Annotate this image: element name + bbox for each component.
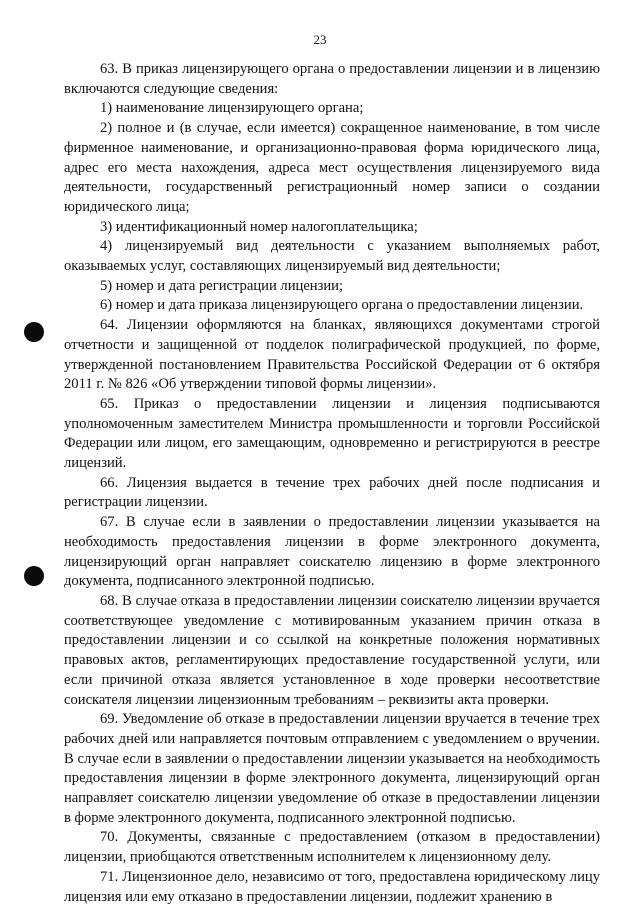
paragraph-70: 70. Документы, связанные с предоставлением (отказом в предоставлении) лицензии, приобщаются ответственным исполнителем к лицензионному делу. xyxy=(64,829,600,866)
document-body xyxy=(64,60,600,907)
list-item-6: 6) номер и дата приказа лицензирующего органа о предоставлении лицензии. xyxy=(100,297,584,314)
punch-hole-mark xyxy=(24,322,44,342)
paragraph-68: 68. В случае отказа в предоставлении лицензии соискателю лицензии вручается соответствующее уведомление с мотивированным указанием причин отказа в предоставлении лицензии и со ссылкой на конкретные положения нормативных правовых актов, регламентирующих предоставление государственной услуги, или если причиной отказа является установленное в ходе проверки несоответствие соискателя лицензии лицензионным требованиям – реквизиты акта проверки. xyxy=(64,592,600,708)
list-item-5: 5) номер и дата регистрации лицензии; xyxy=(100,277,344,294)
paragraph-69: 69. Уведомление об отказе в предоставлении лицензии вручается в течение трех рабочих дней или направляется почтовым отправлением с уведомлением о вручении. В случае если в заявлении о предоставлении лицензии указывается на необходимость предоставления лицензии в форме электронного документа, лицензирующий орган направляет соискателю лицензии уведомление об отказе в предоставлении лицензии в форме электронного документа, подписанного электронной подписью. xyxy=(64,711,600,826)
punch-hole-mark xyxy=(24,566,44,586)
page-number: 23 xyxy=(313,32,327,47)
paragraph-65: 65. Приказ о предоставлении лицензии и лицензия подписываются уполномоченным заместителем Министра промышленности и торговли Российской Федерации или лицом, его замещающим, одновременно и регистрируются в реестре лицензий. xyxy=(64,395,600,472)
list-item-1: 1) наименование лицензирующего органа; xyxy=(100,100,364,117)
paragraph-64: 64. Лицензии оформляются на бланках, являющихся документами строгой отчетности и защищенной от подделок полиграфической продукцией, по форме, утвержденной постановлением Правительства Российской Федерации от 6 октября 2011 г. № 826 «Об утверждении типовой формы лицензии». xyxy=(64,317,600,393)
paragraph-67: 67. В случае если в заявлении о предоставлении лицензии указывается на необходимость предоставления лицензии в форме электронного документа, лицензирующий орган направляет соискателю лицензию в форме электронного документа, подписанного электронной подписью. xyxy=(64,514,600,590)
paragraph-66: 66. Лицензия выдается в течение трех рабочих дней после подписания и регистрации лицензии. xyxy=(64,474,600,511)
list-item-4: 4) лицензируемый вид деятельности с указанием выполняемых работ, оказываемых услуг, составляющих лицензируемый вид деятельности; xyxy=(64,238,600,275)
list-item-2: 2) полное и (в случае, если имеется) сокращенное наименование, в том числе фирменное наименование, и организационно-правовая форма юридического лица, адрес его места нахождения, адреса мест осуществления лицензируемого вида деятельности, государственный регистрационный номер записи о создании юридического лица; xyxy=(64,120,600,215)
paragraph-63: 63. В приказ лицензирующего органа о предоставлении лицензии и в лицензию включаются следующие сведения: xyxy=(64,61,600,97)
list-item-3: 3) идентификационный номер налогоплательщика; xyxy=(100,218,418,235)
paragraph-71: 71. Лицензионное дело, независимо от того, предоставлена юридическому лицу лицензия или ему отказано в предоставлении лицензии, подлежит хранению в xyxy=(64,868,600,905)
